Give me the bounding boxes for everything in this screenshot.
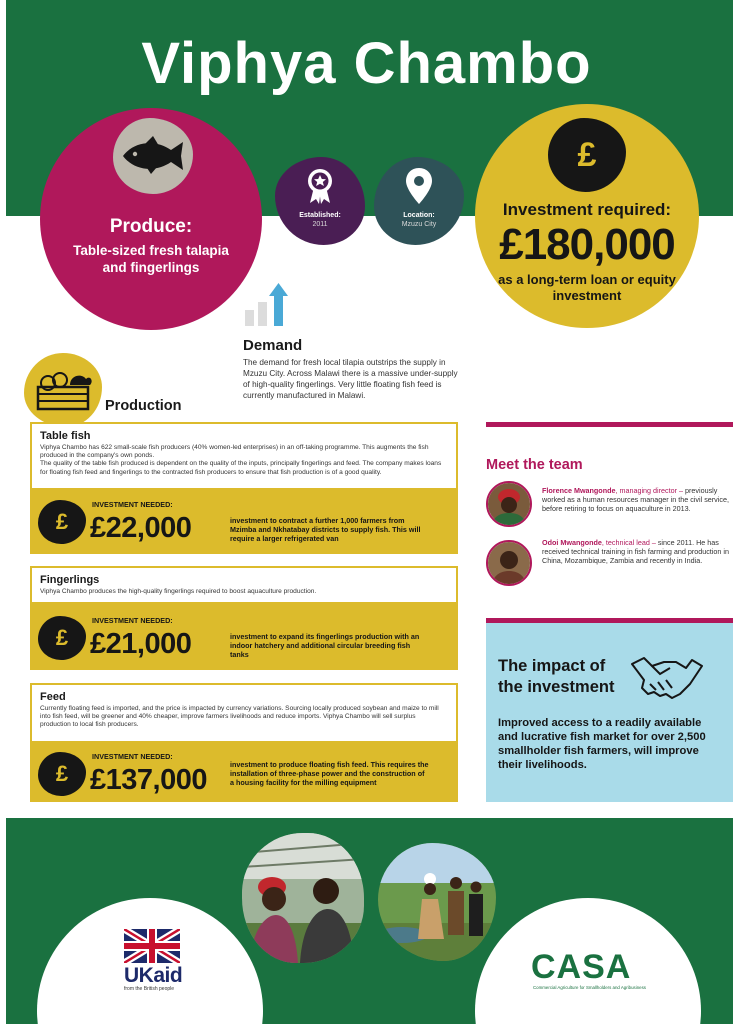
- avatar: [486, 540, 532, 586]
- feed-heading: Feed: [40, 691, 66, 703]
- impact-panel: [486, 623, 733, 802]
- fingerlings-investment-band: [30, 604, 458, 670]
- handshake-icon: [630, 654, 704, 702]
- member-name: Florence Mwangonde: [542, 486, 616, 495]
- produce-title: Produce:: [109, 216, 193, 237]
- casa-tagline: Commercial Agriculture for Smallholders and Agribusiness: [533, 985, 646, 990]
- production-icon-badge: [24, 353, 102, 427]
- table-fish-note: investment to contract a further 1,000 farmers from Mzimba and Nkhatabay districts to supply fish. This will require a larger refrigerated van: [230, 516, 421, 543]
- member-bio: previously worked as a human resources manager in the civil service, before retiring to focus on aquaculture in 2013.: [542, 486, 729, 513]
- table-fish-paragraph: Viphya Chambo has 622 small-scale fish producers (40% women-led enterprises) in an off-taking programme. This augments the fish produced in the company's own ponds.: [40, 444, 429, 460]
- established-value: 2011: [312, 221, 328, 228]
- pound-icon: £: [548, 118, 626, 192]
- union-flag-icon: [124, 929, 180, 963]
- fingerlings-card: [30, 566, 458, 604]
- member-name: Odoi Mwangonde: [542, 538, 602, 547]
- map-pin-icon: [405, 167, 433, 205]
- ukaid-tagline: from the British people: [124, 986, 175, 992]
- demand-title: Demand: [243, 337, 303, 354]
- team-member: [542, 486, 732, 513]
- team-title: Meet the team: [486, 457, 583, 473]
- demand-text: The demand for fresh local tilapia outstrips the supply in Mzuzu City. Across Malawi there is a massive under-supply of high-quality fingerlings. Very little floating fish feed is currently manufactured in Malawi.: [243, 358, 458, 400]
- table-fish-paragraph: The quality of the table fish produced is dependent on the quality of the inputs, principally fingerlings and feed. The company makes loans for floating fish feed and fingerlings to the contracted fish producers to ensure that fish production is of a good quality.: [40, 460, 442, 476]
- fish-icon: [113, 118, 193, 194]
- investment-needed-label: INVESTMENT NEEDED:: [92, 500, 173, 509]
- pound-icon: £: [38, 616, 86, 660]
- member-role: , technical lead –: [601, 538, 656, 547]
- ukaid-logo-text: UKaid: [124, 964, 183, 987]
- location-badge: [374, 157, 464, 245]
- established-label: Established:: [299, 212, 341, 219]
- fingerlings-amount: £21,000: [90, 628, 192, 660]
- casa-logo-text: CASA: [531, 948, 632, 986]
- growth-bars-icon: [243, 282, 293, 328]
- fish-icon-badge: [113, 118, 193, 194]
- impact-text: Improved access to a readily available and lucrative fish market for over 2,500 smallholder fish farmers, will improve their livelihoods.: [498, 717, 706, 771]
- table-fish-card: [30, 422, 458, 490]
- investment-title: Investment required:: [502, 200, 672, 219]
- feed-note: investment to produce floating fish feed. This requires the installation of three-phase power and the construction of a housing facility for the milling equipment: [230, 760, 429, 787]
- pound-icon: £: [38, 500, 86, 544]
- investment-description: as a long-term loan or equity investment: [498, 272, 676, 303]
- production-title: Production: [105, 398, 182, 414]
- location-label: Location:: [403, 212, 435, 219]
- feed-paragraph: Currently floating feed is imported, and the price is impacted by currency variations. Sourcing locally produced soybean and maize to mill into fish feed, will be greener and 40% cheaper, improve farmers livelihoods and reduce imports. Viphya Chambo will sell surplus production to local fish producers.: [40, 705, 439, 729]
- page-title: Viphya Chambo: [141, 31, 592, 96]
- team-photo: [242, 833, 364, 963]
- produce-description: Table-sized fresh talapia and fingerlings: [73, 243, 229, 275]
- impact-title: The impact of the investment: [498, 657, 615, 696]
- investment-needed-label: INVESTMENT NEEDED:: [92, 616, 173, 625]
- team-member: [542, 538, 732, 565]
- feed-investment-band: [30, 743, 458, 802]
- team-divider: [486, 422, 733, 427]
- investment-amount: £180,000: [499, 220, 675, 269]
- avatar: [486, 481, 532, 527]
- member-role: , managing director –: [615, 486, 684, 495]
- fingerlings-heading: Fingerlings: [40, 574, 100, 586]
- feed-amount: £137,000: [90, 764, 207, 796]
- fingerlings-note: investment to expand its fingerlings production with an indoor hatchery and additional circular breeding fish tanks: [230, 632, 420, 659]
- table-fish-investment-band: [30, 490, 458, 554]
- feed-card: [30, 683, 458, 743]
- pound-icon: £: [38, 752, 86, 796]
- established-badge: [275, 157, 365, 245]
- member-bio: since 2011. He has received technical training in fish farming and production in China, Mozambique, Zambia and recently in India.: [542, 538, 729, 565]
- location-value: Mzuzu City: [401, 221, 437, 228]
- table-fish-amount: £22,000: [90, 512, 192, 544]
- fingerlings-paragraph: Viphya Chambo produces the high-quality fingerlings required to boost aquaculture production.: [40, 588, 317, 595]
- investment-needed-label: INVESTMENT NEEDED:: [92, 752, 173, 761]
- produce-crate-icon: [24, 353, 102, 427]
- table-fish-heading: Table fish: [40, 430, 91, 442]
- award-rosette-icon: [305, 167, 335, 205]
